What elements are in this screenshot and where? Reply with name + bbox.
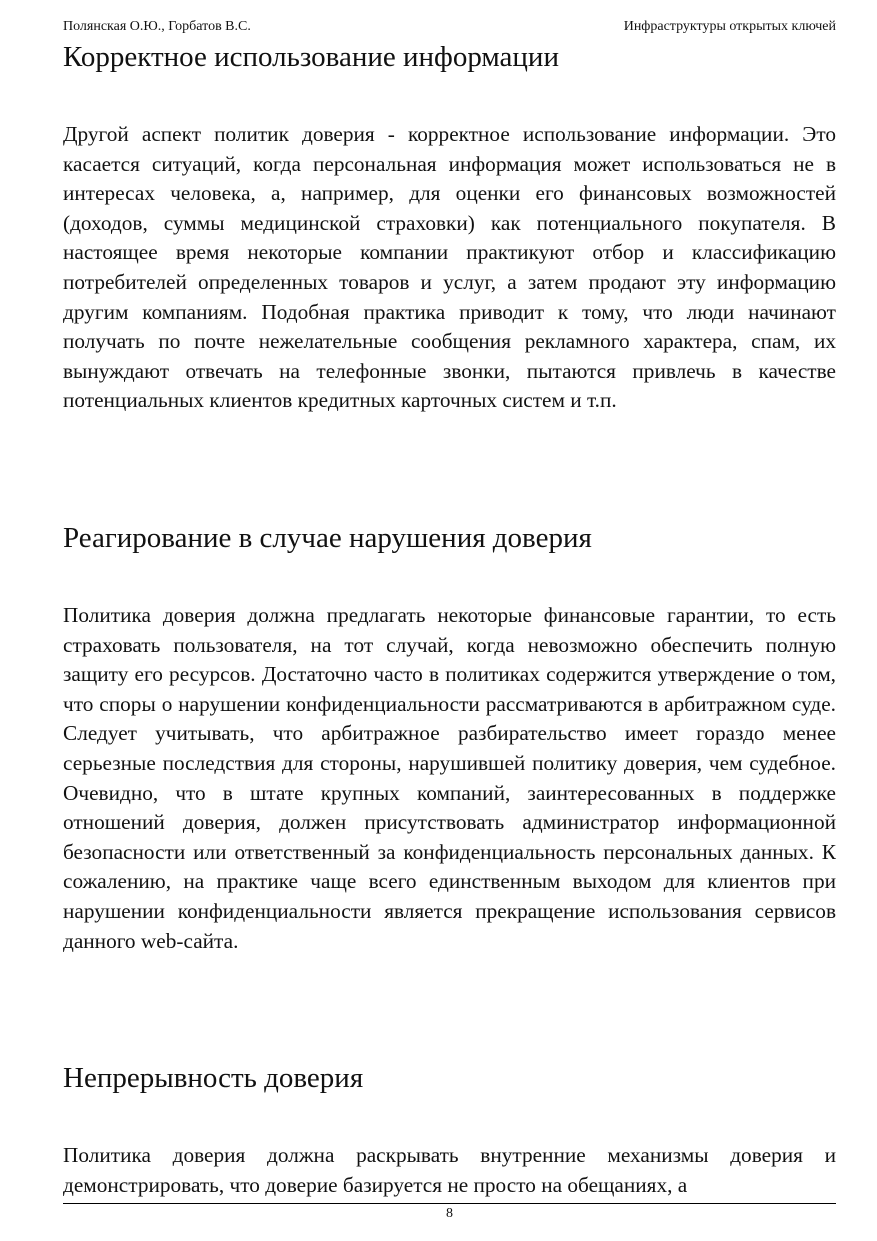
section-heading-trust-continuity: Непрерывность доверия (63, 1062, 364, 1094)
header-book-title: Инфраструктуры открытых ключей (623, 19, 836, 34)
section-paragraph-correct-use: Другой аспект политик доверия - корректное использование информации. Это касается ситуаций, когда персональная информация может использоваться не в интересах человека, а, например, для оценки его финансовых возможностей (доходов, суммы медицинской страховки) как потенциального покупателя. В настоящее время некоторые компании практикуют отбор и классификацию потребителей определенных товаров и услуг, а затем продают эту информацию другим компаниям. Подобная практика приводит к тому, что люди начинают получать по почте нежелательные сообщения рекламного характера, спам, их вынуждают отвечать на телефонные звонки, пытаются привлечь в качестве потенциальных клиентов кредитных карточных систем и т.п. (63, 122, 836, 413)
section-heading-trust-violation: Реагирование в случае нарушения доверия (63, 522, 592, 554)
header-authors: Полянская О.Ю., Горбатов В.С. (63, 19, 251, 34)
page-number: 8 (446, 1206, 453, 1221)
footer-divider (63, 1203, 836, 1204)
section-paragraph-trust-violation: Политика доверия должна предлагать некоторые финансовые гарантии, то есть страховать пользователя, на тот случай, когда невозможно обеспечить полную защиту его ресурсов. Достаточно часто в политиках содержится утверждение о том, что споры о нарушении конфиденциальности рассматриваются в арбитражном суде. Следует учитывать, что арбитражное разбирательство имеет гораздо менее серьезные последствия для стороны, нарушившей политику доверия, чем судебное. Очевидно, что в штате крупных компаний, заинтересованных в поддержке отношений доверия, должен присутствовать администратор информационной безопасности или ответственный за конфиденциальность персональных данных. К сожалению, на практике чаще всего единственным выходом для клиентов при нарушении конфиденциальности является прекращение использования сервисов данного web-сайта. (63, 603, 836, 953)
section-paragraph-trust-continuity: Политика доверия должна раскрывать внутренние механизмы доверия и демонстрировать, что доверие базируется не просто на обещаниях, а (63, 1143, 836, 1197)
document-page (63, 0, 836, 1241)
section-heading-correct-use: Корректное использование информации (63, 41, 559, 73)
running-header (63, 17, 836, 37)
